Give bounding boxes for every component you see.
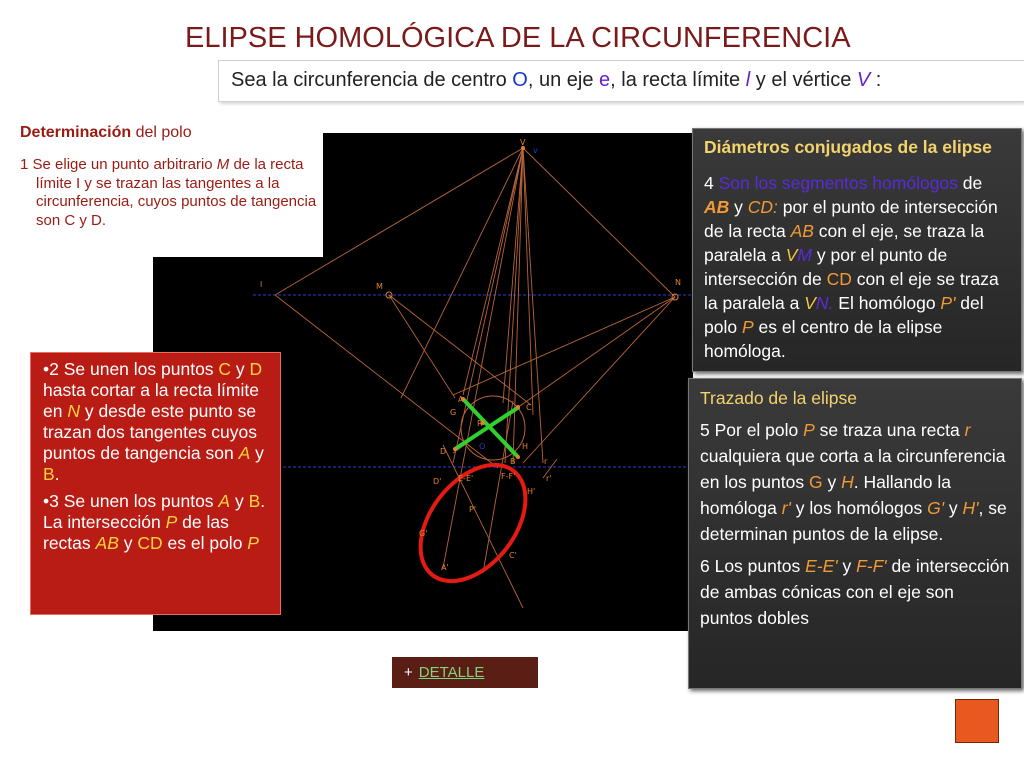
label-Dp: D' — [433, 477, 442, 486]
label-D: D — [440, 447, 447, 456]
step-4-CD: CD: — [747, 197, 778, 217]
step-4-text: El homólogo — [833, 293, 941, 313]
step-4-Pprime: P' — [940, 293, 956, 313]
label-M: M — [376, 282, 383, 291]
subtitle-l: l — [745, 69, 751, 91]
step-6-text: y — [837, 556, 857, 576]
step-4-P: P — [741, 317, 754, 337]
pole-heading-bold: Determinación — [20, 124, 132, 141]
step-5-Hprime: H' — [962, 498, 979, 518]
step-4-M: M — [797, 245, 812, 265]
step-5-rprime: r' — [781, 498, 791, 518]
step-4-text: y por el punto de intersección de — [704, 245, 948, 289]
step-5-text: y — [822, 472, 842, 492]
subtitle-e: e — [599, 69, 611, 91]
label-v: v — [533, 146, 538, 155]
step-5-H: H — [841, 472, 854, 492]
step-2-text: •2 Se unen los puntos — [43, 359, 219, 379]
label-rp: r' — [546, 474, 552, 483]
label-Cp: C' — [509, 551, 517, 560]
detalle-button[interactable] — [392, 657, 538, 688]
step-4-text: del polo — [704, 293, 984, 337]
label-Ap: A' — [441, 563, 449, 572]
step-4-text: por el punto de intersección de la recta — [704, 197, 998, 241]
step-1-text: 1 Se elige un punto arbitrario — [20, 156, 217, 173]
step-3-text: . La intersección — [43, 491, 266, 532]
step-5-text: , se determinan puntos de la elipse. — [700, 498, 1007, 544]
label-Hp: H' — [527, 487, 536, 496]
label-N: N — [675, 278, 681, 287]
step-5-text: y los homólogos — [790, 498, 928, 518]
step-3-B: B — [248, 491, 261, 511]
step-3-text: y — [118, 533, 138, 553]
plus-icon: + — [404, 664, 413, 681]
step-3-text: es el polo — [162, 533, 248, 553]
step-5-text: se traza una recta — [814, 420, 965, 440]
step-4-text: con el eje, se traza la paralela a — [704, 221, 985, 265]
step-3 — [43, 491, 270, 554]
step-4-AB2: AB — [790, 221, 814, 241]
step-2-text: y — [231, 359, 250, 379]
step-2-A: A — [238, 443, 251, 463]
step-2 — [43, 359, 270, 485]
step-5-G: G — [808, 472, 823, 492]
step-3-AB: AB — [95, 533, 119, 553]
step-3-A: A — [218, 491, 231, 511]
step-5-Gprime: G' — [927, 498, 945, 518]
step-6-EE: E-E' — [805, 556, 838, 576]
step-4-V: V — [785, 245, 798, 265]
label-V: V — [520, 138, 526, 147]
step-6-FF: F-F' — [856, 556, 887, 576]
step-4-N: N. — [815, 293, 834, 313]
step-6 — [700, 553, 1011, 631]
step-4-text: de — [957, 173, 983, 193]
subtitle-box — [218, 60, 1024, 102]
step-5-text: . Hallando la homóloga — [700, 472, 952, 518]
subtitle-text: , un eje — [527, 69, 600, 91]
step-3-text: de las rectas — [43, 512, 229, 553]
step-5-text: 5 Por el polo — [700, 420, 804, 440]
label-Gp: G' — [419, 529, 428, 538]
label-A: A — [458, 395, 464, 404]
step-5-text: cualquiera que corta a la circunferencia en los puntos — [700, 446, 1006, 492]
subtitle-text: Sea la circunferencia de centro — [231, 69, 513, 91]
pole-heading-rest: del polo — [131, 124, 192, 141]
step-3-text: y — [230, 491, 249, 511]
step-2-text: y — [250, 443, 264, 463]
step-3-text: •3 Se unen los puntos — [43, 491, 219, 511]
step-4-V2: V — [804, 293, 816, 313]
subtitle-text: y el vértice — [750, 69, 857, 91]
page-title: ELIPSE HOMOLÓGICA DE LA CIRCUNFERENCIA — [185, 22, 851, 54]
label-l: l — [260, 280, 263, 289]
step-4-text: con el eje se traza la paralela a — [704, 269, 999, 313]
step-2-text: hasta cortar a la recta límite en — [43, 380, 259, 421]
label-C: C — [526, 403, 532, 412]
step-2-D: D — [249, 359, 263, 379]
label-r: r — [544, 457, 548, 466]
step-4 — [704, 171, 1011, 363]
step-5 — [700, 417, 1011, 547]
label-R: R — [477, 419, 483, 428]
step-4-text: es el centro de la elipse homóloga. — [704, 317, 943, 361]
step-2-C: C — [218, 359, 232, 379]
conjugate-diameters-box — [692, 128, 1022, 372]
label-Pp: P' — [469, 505, 477, 514]
step-2-text: y desde este punto se trazan dos tangentes cuyos puntos de tangencia son — [43, 401, 258, 463]
subtitle-text: , la recta límite — [610, 69, 746, 91]
label-FF: F-F' — [501, 472, 516, 481]
subtitle-V: V — [856, 69, 871, 91]
ellipse-tracing-box — [688, 378, 1022, 689]
step-3-P2: P — [247, 533, 259, 553]
conjugate-heading: Diámetros conjugados de la elipse — [704, 137, 992, 157]
label-G: G — [450, 408, 457, 417]
step-4-highlight: Son los segmentos homólogos — [718, 173, 958, 193]
step-5-r: r — [964, 420, 971, 440]
step-3-P: P — [165, 512, 178, 532]
step-5-text: y — [944, 498, 963, 518]
step-2-text: . — [54, 464, 60, 484]
detalle-link[interactable]: DETALLE — [418, 664, 485, 681]
label-O: O — [479, 442, 486, 451]
step-4-text: y — [729, 197, 748, 217]
step-3-CD: CD — [137, 533, 163, 553]
step-5-P: P — [803, 420, 815, 440]
label-EE: E-E' — [458, 474, 474, 483]
step-4-CD2: CD — [826, 269, 852, 289]
step-6-text: 6 Los puntos — [700, 556, 806, 576]
step-1-text: de la recta límite I y se trazan las tangentes a la circunferencia, cuyos puntos de tangencia son C y D. — [36, 156, 317, 229]
tracing-heading: Trazado de la elipse — [700, 388, 857, 408]
subtitle — [231, 69, 881, 92]
next-slide-button[interactable] — [955, 699, 999, 743]
step-4-AB: AB — [704, 197, 730, 217]
label-H: H — [522, 442, 529, 451]
steps-2-3-box — [30, 352, 281, 615]
label-B: B — [510, 457, 516, 466]
step-2-N: N — [67, 401, 80, 421]
step-4-text: 4 — [704, 173, 719, 193]
subtitle-text: : — [870, 69, 882, 91]
step-2-B: B — [43, 464, 55, 484]
step-6-text: de intersección de ambas cónicas con el eje son puntos dobles — [700, 556, 1010, 628]
subtitle-O: O — [512, 69, 528, 91]
step-1-M: M — [216, 156, 230, 173]
